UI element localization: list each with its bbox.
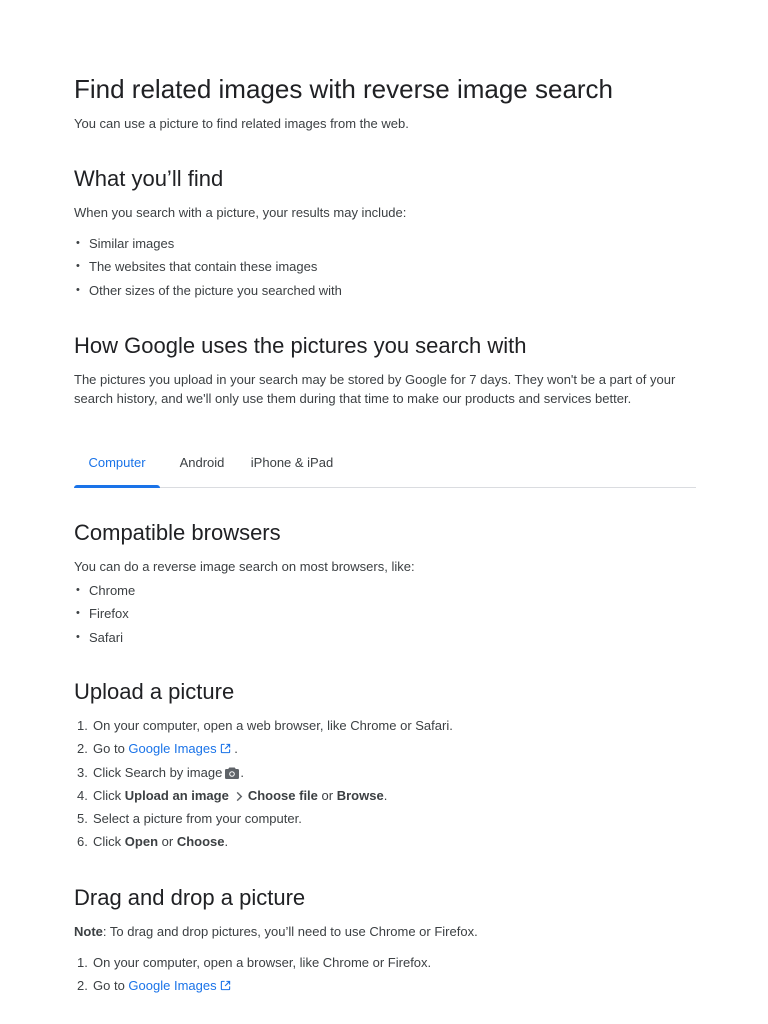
- list-item: • Chrome: [74, 581, 135, 604]
- list-item: 1. On your computer, open a browser, like Chrome or Firefox.: [77, 955, 432, 970]
- tab-android[interactable]: Android: [179, 455, 225, 470]
- list-item: 6. Click Open or Choose.: [77, 834, 229, 850]
- find-lead: When you search with a picture, your results may include:: [74, 205, 407, 220]
- upload-heading: Upload a picture: [74, 679, 235, 704]
- list-item: 2. Go to Google Images: [74, 976, 431, 999]
- camera-icon: [224, 766, 240, 785]
- intro-text: You can use a picture to find related images from the web.: [74, 116, 409, 131]
- find-list: [74, 234, 342, 304]
- list-item: 2. Go to Google Images .: [74, 739, 453, 762]
- external-link-icon: [220, 740, 231, 759]
- drag-heading: Drag and drop a picture: [74, 885, 306, 910]
- usage-text: The pictures you upload in your search may be stored by Google for 7 days. They won't be a part of your search history, and we'll only use them during that time to make our products and services better.: [74, 372, 676, 406]
- list-item: 4. Click Upload an image Choose file or Browse.: [74, 786, 453, 809]
- list-item: • Firefox: [74, 604, 135, 627]
- google-images-link[interactable]: Google Images: [128, 978, 230, 993]
- external-link-icon: [220, 977, 231, 996]
- browsers-lead: You can do a reverse image search on most browsers, like:: [74, 559, 415, 574]
- usage-heading: How Google uses the pictures you search with: [74, 333, 527, 358]
- list-item: • Safari: [74, 628, 135, 651]
- browsers-heading: Compatible browsers: [74, 520, 281, 545]
- list-item: • The websites that contain these images: [74, 257, 342, 280]
- tab-computer[interactable]: Computer: [74, 440, 160, 487]
- list-item: 5. Select a picture from your computer.: [77, 811, 302, 827]
- find-heading: What you’ll find: [74, 166, 224, 191]
- drag-steps: [74, 953, 431, 1000]
- platform-tabs: [74, 440, 696, 488]
- page-title: Find related images with reverse image search: [74, 74, 614, 104]
- drag-note: Note: To drag and drop pictures, you’ll need to use Chrome or Firefox.: [74, 924, 478, 939]
- list-item: • Other sizes of the picture you searched with: [74, 281, 342, 304]
- google-images-link[interactable]: Google Images: [128, 741, 230, 756]
- browsers-list: [74, 581, 135, 651]
- chevron-right-icon: [235, 788, 243, 807]
- list-item: 1. On your computer, open a web browser, like Chrome or Safari.: [77, 718, 453, 733]
- upload-steps: [74, 716, 453, 856]
- list-item: 3. Click Search by image .: [74, 763, 453, 786]
- tab-iphone-ipad[interactable]: iPhone & iPad: [250, 455, 334, 470]
- list-item: • Similar images: [74, 234, 342, 257]
